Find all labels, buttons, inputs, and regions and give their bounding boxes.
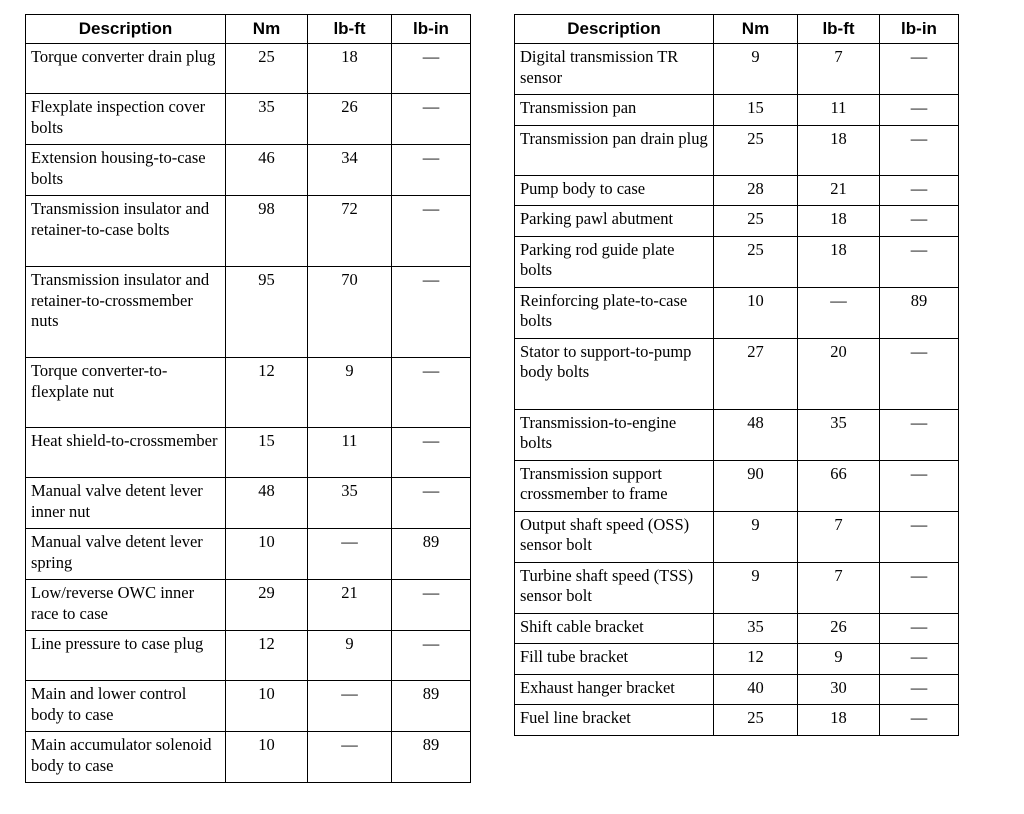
nm-cell: 25	[226, 44, 308, 94]
nm-cell: 10	[226, 529, 308, 580]
torque-spec-table-left	[25, 14, 471, 783]
table-row	[26, 44, 471, 94]
lbin-cell: —	[392, 196, 471, 267]
nm-cell: 35	[226, 94, 308, 145]
table-row	[515, 644, 959, 675]
lbft-cell: 7	[798, 562, 880, 613]
lbft-cell: —	[308, 529, 392, 580]
description-cell: Turbine shaft speed (TSS) sensor bolt	[515, 562, 714, 613]
table-row	[515, 460, 959, 511]
description-cell: Pump body to case	[515, 175, 714, 206]
table-row	[26, 478, 471, 529]
lbin-cell: —	[392, 631, 471, 681]
table-row	[26, 580, 471, 631]
nm-cell: 25	[714, 206, 798, 237]
description-cell: Transmission insulator and retainer-to-case bolts	[26, 196, 226, 267]
header-description: Description	[515, 15, 714, 44]
table-row	[515, 236, 959, 287]
lbin-cell: —	[880, 460, 959, 511]
description-cell: Flexplate inspection cover bolts	[26, 94, 226, 145]
header-lbft: lb-ft	[798, 15, 880, 44]
header-lbin: lb-in	[392, 15, 471, 44]
nm-cell: 25	[714, 236, 798, 287]
nm-cell: 25	[714, 705, 798, 736]
nm-cell: 48	[714, 409, 798, 460]
lbin-cell: 89	[880, 287, 959, 338]
header-nm: Nm	[714, 15, 798, 44]
description-cell: Fuel line bracket	[515, 705, 714, 736]
description-cell: Output shaft speed (OSS) sensor bolt	[515, 511, 714, 562]
lbin-cell: —	[880, 705, 959, 736]
description-cell: Fill tube bracket	[515, 644, 714, 675]
description-cell: Main accumulator solenoid body to case	[26, 732, 226, 783]
description-cell: Reinforcing plate-to-case bolts	[515, 287, 714, 338]
nm-cell: 9	[714, 562, 798, 613]
table-row	[26, 529, 471, 580]
nm-cell: 12	[226, 358, 308, 428]
table-row	[515, 511, 959, 562]
lbin-cell: —	[880, 409, 959, 460]
torque-spec-table-right	[514, 14, 959, 736]
nm-cell: 90	[714, 460, 798, 511]
lbin-cell: —	[392, 44, 471, 94]
lbin-cell: —	[392, 358, 471, 428]
description-cell: Transmission support crossmember to frame	[515, 460, 714, 511]
description-cell: Manual valve detent lever inner nut	[26, 478, 226, 529]
nm-cell: 95	[226, 267, 308, 358]
nm-cell: 9	[714, 44, 798, 95]
lbin-cell: 89	[392, 529, 471, 580]
header-row	[515, 15, 959, 44]
description-cell: Parking rod guide plate bolts	[515, 236, 714, 287]
lbft-cell: 35	[308, 478, 392, 529]
lbin-cell: —	[880, 206, 959, 237]
nm-cell: 29	[226, 580, 308, 631]
table-row	[26, 267, 471, 358]
lbin-cell: —	[880, 95, 959, 126]
description-cell: Torque converter drain plug	[26, 44, 226, 94]
table-row	[515, 125, 959, 175]
nm-cell: 9	[714, 511, 798, 562]
table-row	[26, 145, 471, 196]
lbin-cell: —	[880, 511, 959, 562]
lbft-cell: 18	[308, 44, 392, 94]
header-row	[26, 15, 471, 44]
description-cell: Parking pawl abutment	[515, 206, 714, 237]
nm-cell: 48	[226, 478, 308, 529]
header-description: Description	[26, 15, 226, 44]
nm-cell: 15	[714, 95, 798, 126]
table-row	[515, 338, 959, 409]
header-lbin: lb-in	[880, 15, 959, 44]
lbft-cell: 7	[798, 44, 880, 95]
lbin-cell: —	[880, 236, 959, 287]
table-row	[515, 562, 959, 613]
lbft-cell: 21	[308, 580, 392, 631]
lbft-cell: 11	[308, 428, 392, 478]
nm-cell: 12	[714, 644, 798, 675]
lbft-cell: —	[308, 681, 392, 732]
description-cell: Line pressure to case plug	[26, 631, 226, 681]
nm-cell: 27	[714, 338, 798, 409]
description-cell: Main and lower control body to case	[26, 681, 226, 732]
table-row	[26, 94, 471, 145]
table-row	[515, 44, 959, 95]
lbin-cell: 89	[392, 732, 471, 783]
lbin-cell: —	[880, 175, 959, 206]
lbin-cell: —	[880, 125, 959, 175]
nm-cell: 10	[226, 732, 308, 783]
description-cell: Shift cable bracket	[515, 613, 714, 644]
table-row	[515, 705, 959, 736]
table-row	[515, 175, 959, 206]
table-row	[515, 95, 959, 126]
lbin-cell: 89	[392, 681, 471, 732]
table-row	[515, 674, 959, 705]
description-cell: Transmission insulator and retainer-to-crossmember nuts	[26, 267, 226, 358]
description-cell: Transmission pan drain plug	[515, 125, 714, 175]
lbin-cell: —	[880, 613, 959, 644]
nm-cell: 35	[714, 613, 798, 644]
nm-cell: 10	[226, 681, 308, 732]
lbft-cell: 26	[308, 94, 392, 145]
lbin-cell: —	[392, 94, 471, 145]
nm-cell: 98	[226, 196, 308, 267]
nm-cell: 46	[226, 145, 308, 196]
table-row	[26, 631, 471, 681]
description-cell: Transmission pan	[515, 95, 714, 126]
description-cell: Transmission-to-engine bolts	[515, 409, 714, 460]
lbft-cell: 18	[798, 125, 880, 175]
lbft-cell: —	[308, 732, 392, 783]
nm-cell: 25	[714, 125, 798, 175]
lbft-cell: 18	[798, 705, 880, 736]
lbin-cell: —	[392, 580, 471, 631]
nm-cell: 15	[226, 428, 308, 478]
description-cell: Extension housing-to-case bolts	[26, 145, 226, 196]
lbin-cell: —	[880, 674, 959, 705]
table-row	[515, 409, 959, 460]
description-cell: Heat shield-to-crossmember	[26, 428, 226, 478]
header-lbft: lb-ft	[308, 15, 392, 44]
nm-cell: 10	[714, 287, 798, 338]
header-nm: Nm	[226, 15, 308, 44]
lbft-cell: 30	[798, 674, 880, 705]
table-row	[26, 681, 471, 732]
description-cell: Low/reverse OWC inner race to case	[26, 580, 226, 631]
lbft-cell: 18	[798, 206, 880, 237]
lbft-cell: 35	[798, 409, 880, 460]
description-cell: Digital transmission TR sensor	[515, 44, 714, 95]
lbft-cell: 26	[798, 613, 880, 644]
lbft-cell: 9	[308, 631, 392, 681]
lbft-cell: 70	[308, 267, 392, 358]
lbft-cell: 18	[798, 236, 880, 287]
lbin-cell: —	[392, 428, 471, 478]
lbin-cell: —	[392, 145, 471, 196]
description-cell: Torque converter-to-flexplate nut	[26, 358, 226, 428]
table-row	[515, 287, 959, 338]
table-row	[26, 358, 471, 428]
nm-cell: 28	[714, 175, 798, 206]
nm-cell: 12	[226, 631, 308, 681]
table-row	[26, 732, 471, 783]
description-cell: Stator to support-to-pump body bolts	[515, 338, 714, 409]
lbft-cell: 11	[798, 95, 880, 126]
lbin-cell: —	[880, 644, 959, 675]
lbin-cell: —	[880, 338, 959, 409]
lbft-cell: 72	[308, 196, 392, 267]
lbin-cell: —	[880, 44, 959, 95]
table-row	[515, 613, 959, 644]
description-cell: Exhaust hanger bracket	[515, 674, 714, 705]
lbft-cell: 7	[798, 511, 880, 562]
lbft-cell: 66	[798, 460, 880, 511]
lbft-cell: —	[798, 287, 880, 338]
table-row	[515, 206, 959, 237]
lbft-cell: 21	[798, 175, 880, 206]
table-row	[26, 196, 471, 267]
lbin-cell: —	[392, 267, 471, 358]
description-cell: Manual valve detent lever spring	[26, 529, 226, 580]
nm-cell: 40	[714, 674, 798, 705]
lbft-cell: 9	[798, 644, 880, 675]
lbft-cell: 34	[308, 145, 392, 196]
lbft-cell: 20	[798, 338, 880, 409]
lbft-cell: 9	[308, 358, 392, 428]
lbin-cell: —	[880, 562, 959, 613]
lbin-cell: —	[392, 478, 471, 529]
table-row	[26, 428, 471, 478]
